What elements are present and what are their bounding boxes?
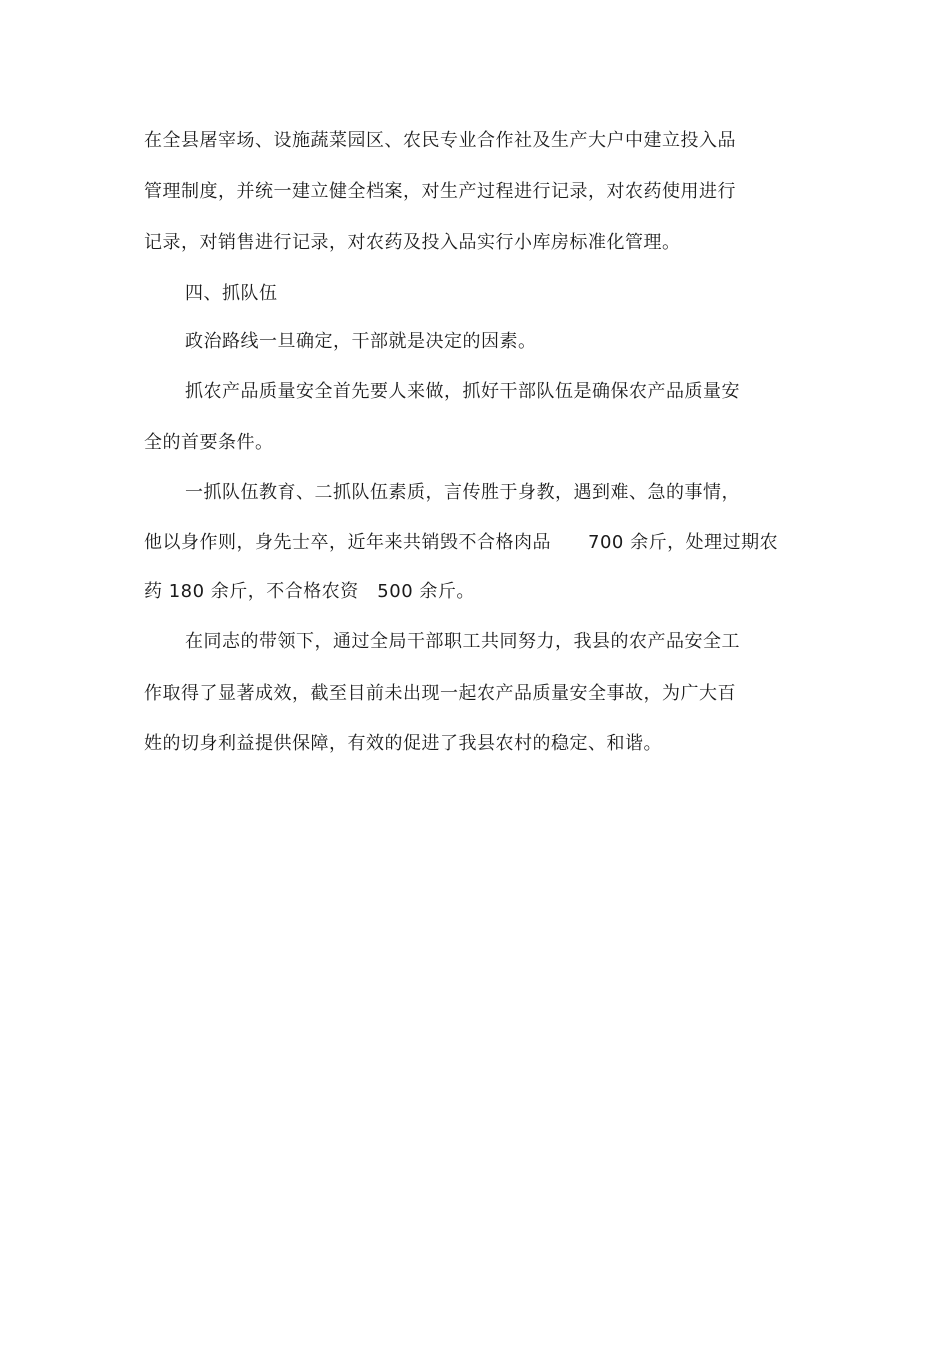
text-line: 全的首要条件。 bbox=[144, 432, 274, 453]
text-line: 记录，对销售进行记录，对农药及投入品实行小库房标准化管理。 bbox=[144, 232, 681, 253]
text-line: 他以身作则，身先士卒，近年来共销毁不合格肉品 700 余斤，处理过期农 bbox=[144, 532, 779, 553]
paragraph-start: 政治路线一旦确定，干部就是决定的因素。 bbox=[185, 331, 537, 352]
paragraph-start: 一抓队伍教育、二抓队伍素质，言传胜于身教，遇到难、急的事情， bbox=[185, 482, 740, 503]
text-line: 作取得了显著成效，截至目前未出现一起农产品质量安全事故，为广大百 bbox=[144, 683, 736, 704]
paragraph-start: 抓农产品质量安全首先要人来做，抓好干部队伍是确保农产品质量安 bbox=[185, 381, 740, 402]
text-line: 姓的切身利益提供保障，有效的促进了我县农村的稳定、和谐。 bbox=[144, 733, 662, 754]
text-line: 药 180 余斤，不合格农资 500 余斤。 bbox=[144, 581, 475, 602]
paragraph-start: 在同志的带领下，通过全局干部职工共同努力，我县的农产品安全工 bbox=[185, 631, 740, 652]
text-line: 管理制度，并统一建立健全档案，对生产过程进行记录，对农药使用进行 bbox=[144, 181, 736, 202]
text-line: 在全县屠宰场、设施蔬菜园区、农民专业合作社及生产大户中建立投入品 bbox=[144, 130, 736, 151]
section-heading: 四、抓队伍 bbox=[185, 283, 278, 304]
